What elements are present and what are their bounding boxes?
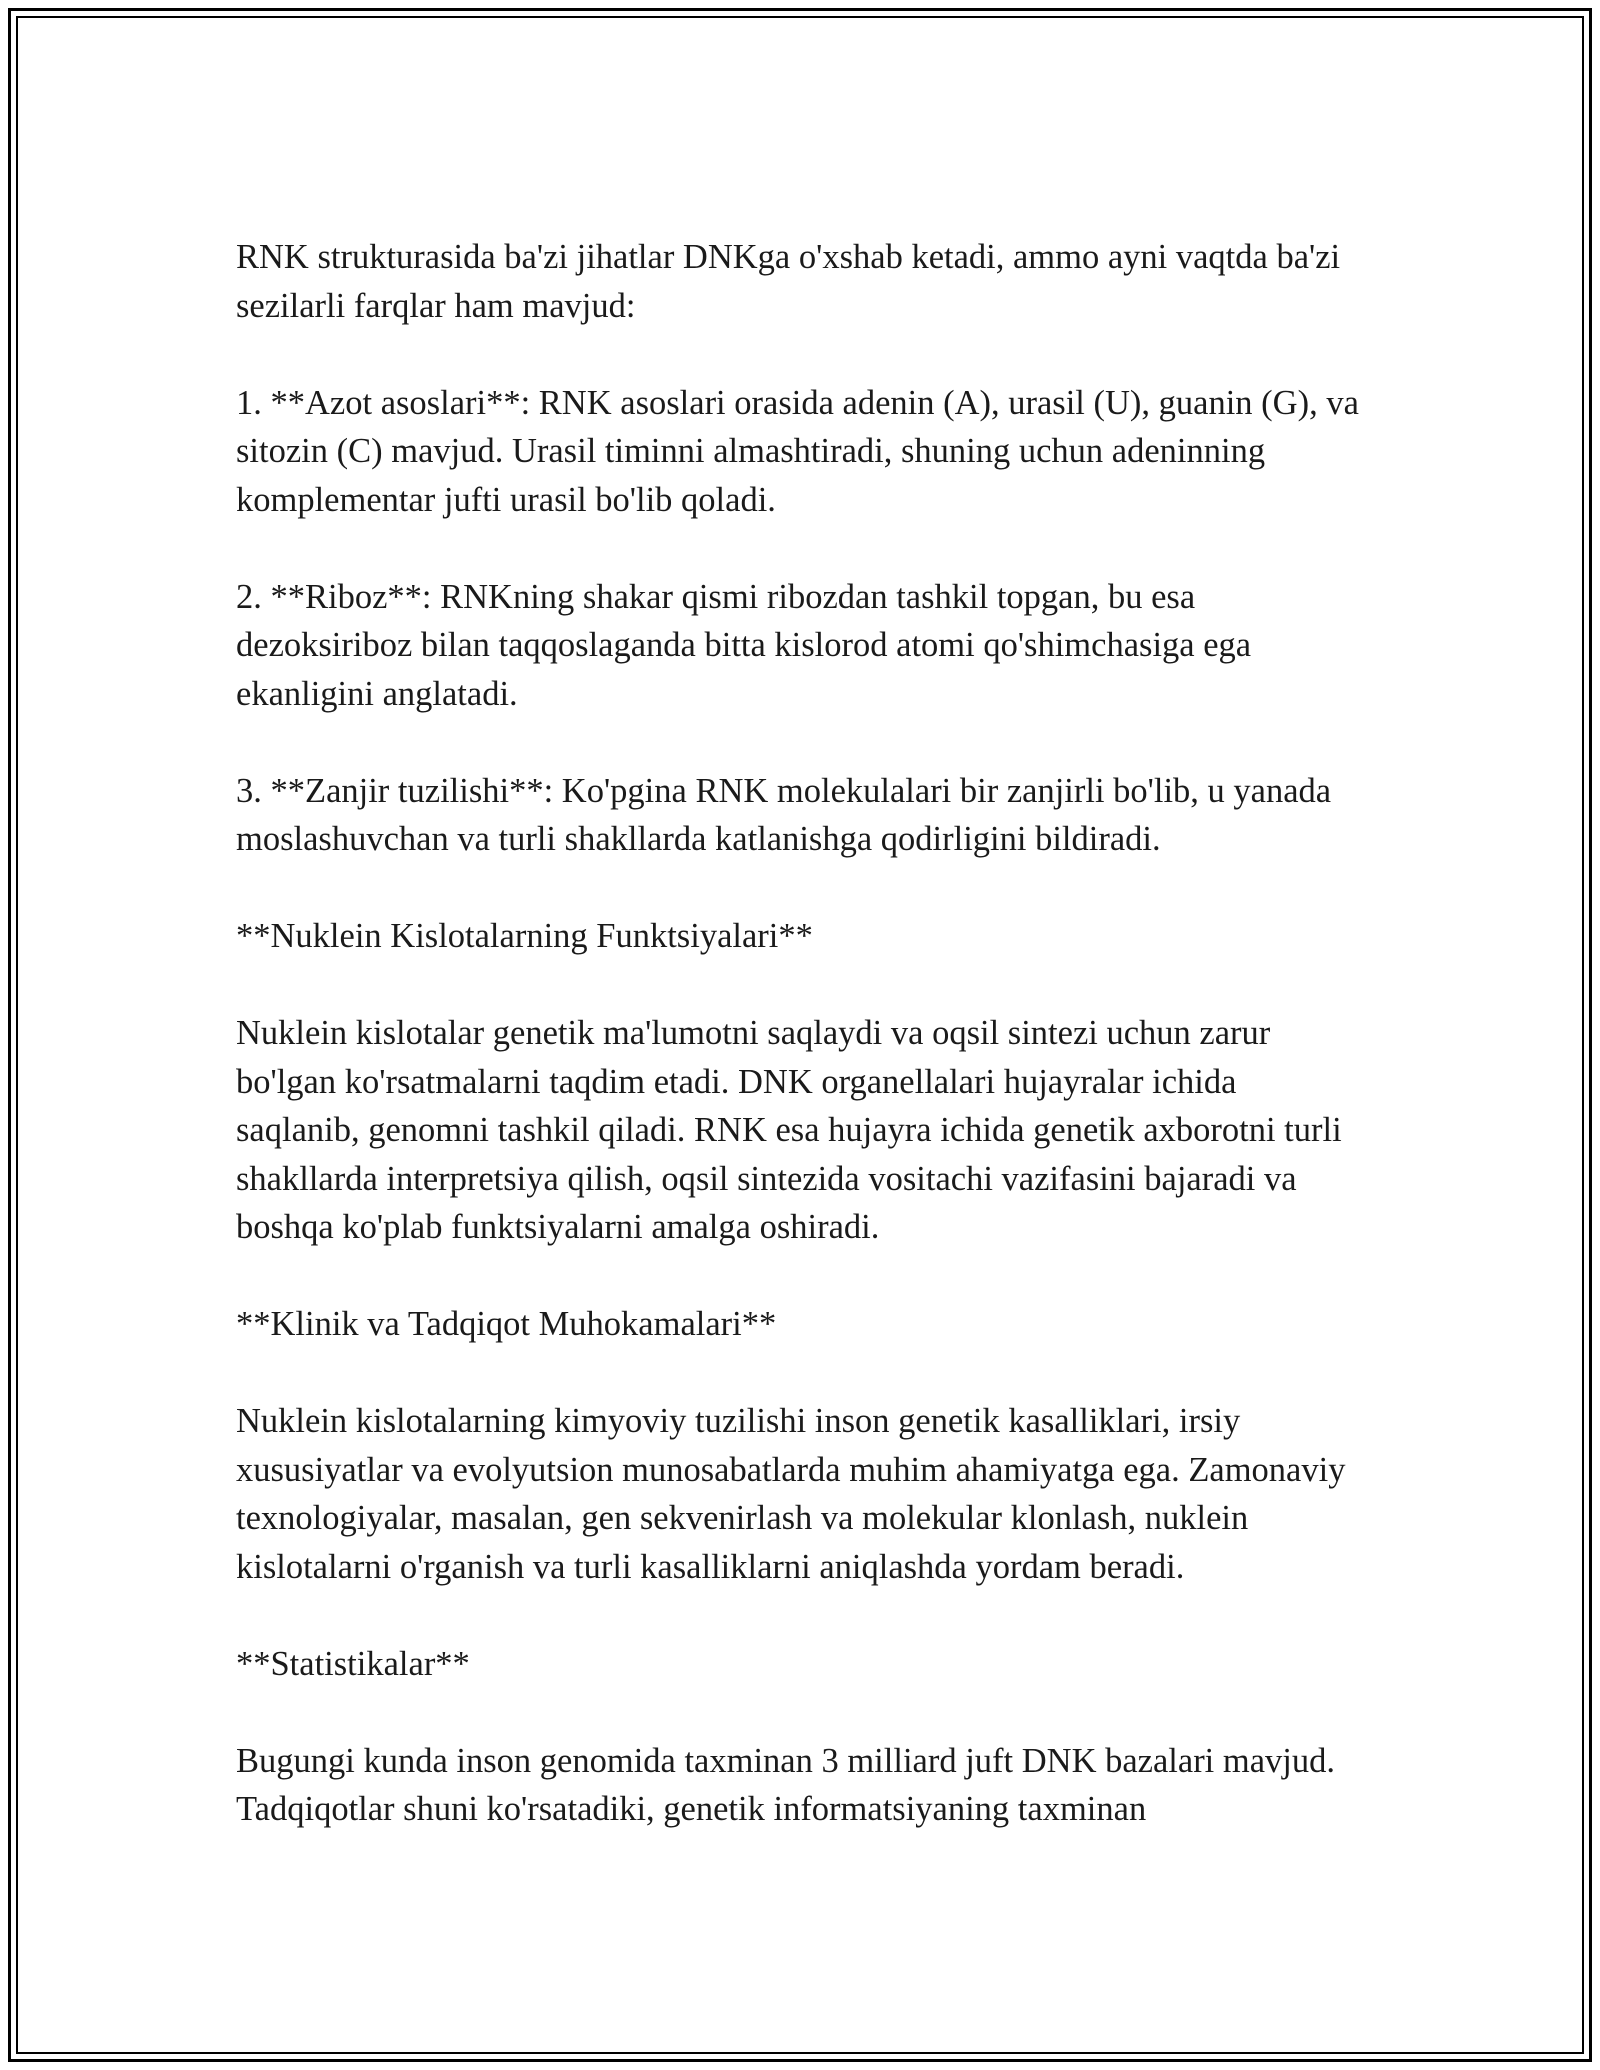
- klinik-paragraph: Nuklein kislotalarning kimyoviy tuzilishi inson genetik kasalliklari, irsiy xususiyatlar va evolyutsion munosabatlarda muhim ahamiyatga ega. Zamonaviy texnologiyalar, masalan, gen sekvenirlash va molekular klonlash, nuklein kislotalarni o'rganish va turli kasalliklarni aniqlashda yordam beradi.: [236, 1402, 1346, 1586]
- funktsiyalar-paragraph: Nuklein kislotalar genetik ma'lumotni saqlaydi va oqsil sintezi uchun zarur bo'lgan ko'rsatmalarni taqdim etadi. DNK organellalari hujayralar ichida saqlanib, genomni tashkil qiladi. RNK esa hujayra ichida genetik axborotni turli shakllarda interpretsiya qilish, oqsil sintezida vositachi vazifasini bajaradi va boshqa ko'plab funktsiyalarni amalga oshiradi.: [236, 1014, 1342, 1246]
- section-heading-statistikalar: **Statistikalar**: [236, 1644, 470, 1683]
- statistikalar-paragraph: Bugungi kunda inson genomida taxminan 3 milliard juft DNK bazalari mavjud. Tadqiqotlar shuni ko'rsatadiki, genetik informatsiyaning taxminan: [236, 1741, 1335, 1828]
- document-body: [236, 233, 1366, 1834]
- list-item-azot-asoslari: 1. **Azot asoslari**: RNK asoslari orasida adenin (A), urasil (U), guanin (G), va sitozin (C) mavjud. Urasil timinni almashtiradi, shuning uchun adeninning komplementar jufti urasil bo'lib qoladi.: [236, 383, 1359, 519]
- section-heading-funktsiyalar: **Nuklein Kislotalarning Funktsiyalari**: [236, 917, 813, 955]
- list-item-riboz: 2. **Riboz**: RNKning shakar qismi ribozdan tashkil topgan, bu esa dezoksiriboz bilan taqqoslaganda bitta kislorod atomi qo'shimchasiga ega ekanligini anglatadi.: [236, 577, 1252, 713]
- list-item-zanjir-tuzilishi: 3. **Zanjir tuzilishi**: Ko'pgina RNK molekulalari bir zanjirli bo'lib, u yanada moslashuvchan va turli shakllarda katlanishga qodirligini bildiradi.: [236, 771, 1332, 858]
- section-heading-klinik: **Klinik va Tadqiqot Muhokamalari**: [236, 1305, 777, 1343]
- intro-paragraph: RNK strukturasida ba'zi jihatlar DNKga o'xshab ketadi, ammo ayni vaqtda ba'zi sezilarli farqlar ham mavjud:: [236, 238, 1341, 325]
